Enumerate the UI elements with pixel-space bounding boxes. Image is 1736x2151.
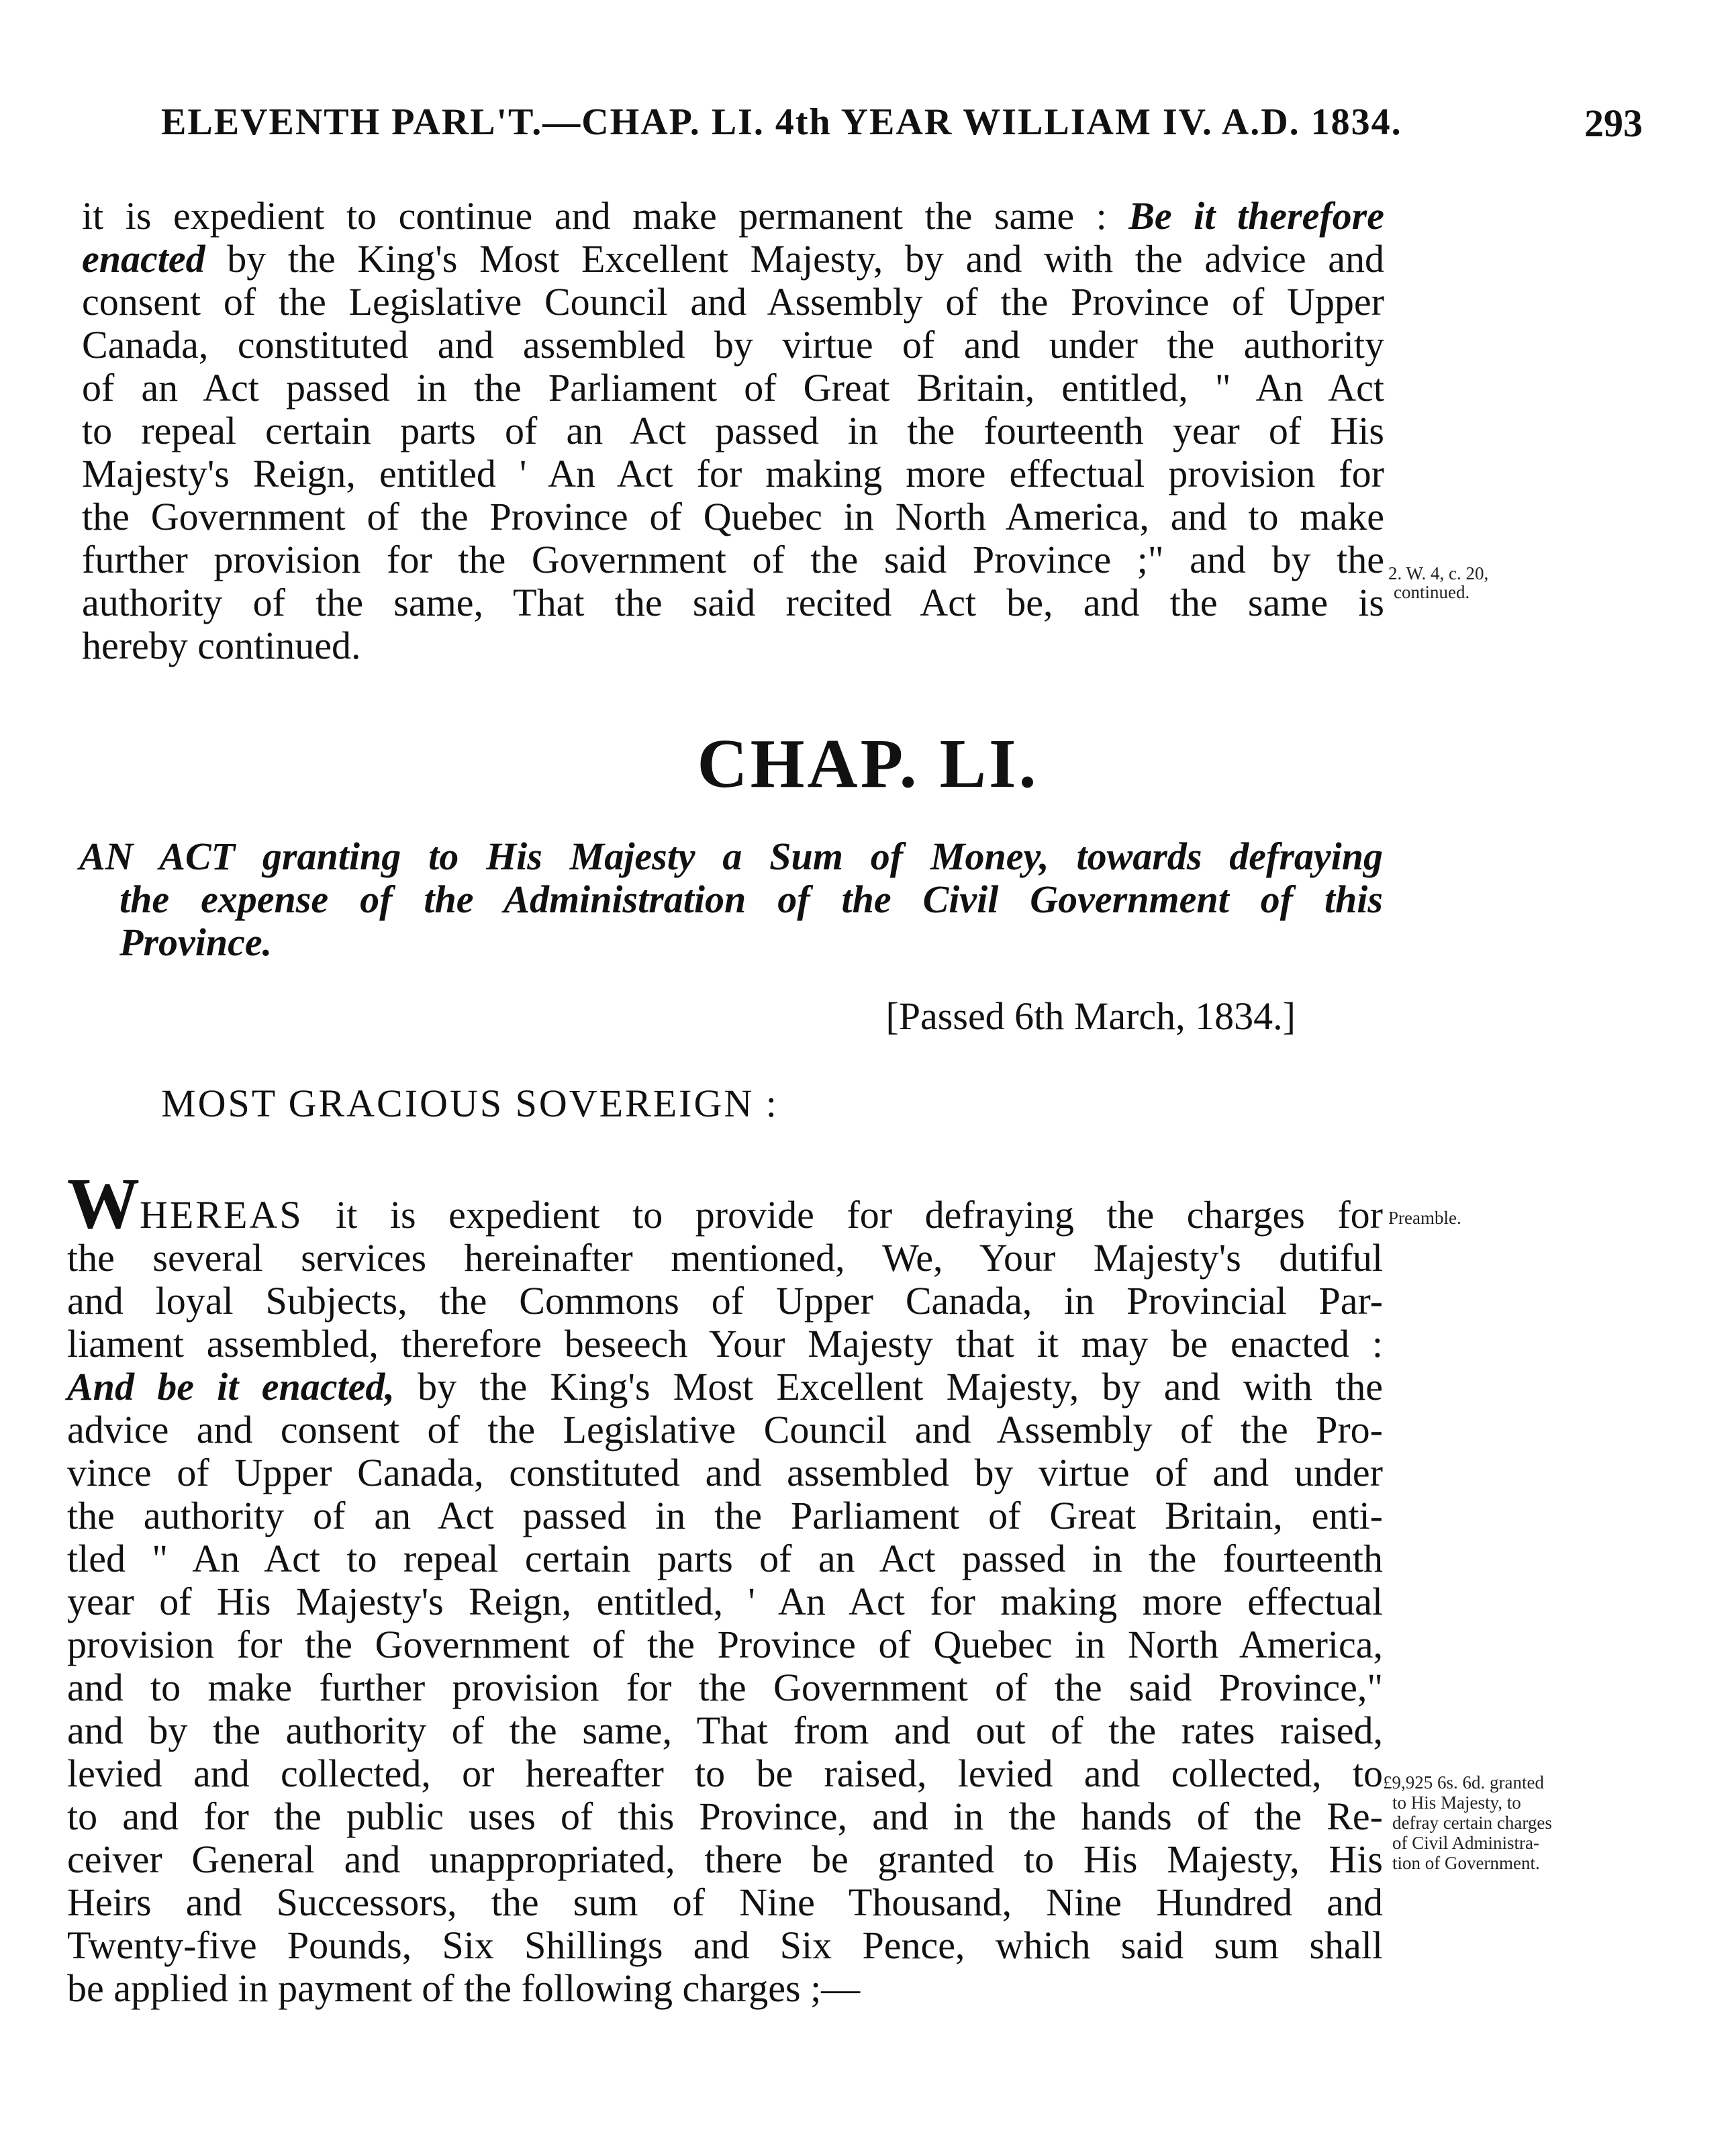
text-line: further provision for the Government of the said Province ;" and by the: [82, 538, 1384, 581]
text-line: vince of Upper Canada, constituted and assembled by virtue of and under: [67, 1451, 1383, 1494]
text-line: Majesty's Reign, entitled ' An Act for making more effectual provision for: [82, 452, 1384, 495]
text-line: the authority of an Act passed in the Parliament of Great Britain, enti-: [67, 1494, 1383, 1537]
text-line: be applied in payment of the following charges ;—: [67, 1966, 861, 2010]
drop-cap: W: [67, 1164, 140, 1244]
text-line: the Government of the Province of Quebec in North America, and to make: [82, 495, 1384, 538]
text-line: enacted by the King's Most Excellent Majesty, by and with the advice and: [82, 237, 1384, 281]
passed-date: [Passed 6th March, 1834.]: [885, 994, 1296, 1038]
enacting-words: enacted: [82, 237, 205, 281]
margin-note-continued: 2. W. 4, c. 20, continued.: [1388, 563, 1489, 602]
enacting-words: And be it enacted,: [67, 1365, 395, 1408]
preamble-text: [67, 1164, 1384, 2010]
text-line: WHEREAS it is expedient to provide for defraying the charges for: [67, 1164, 1383, 1244]
act-title-line: the expense of the Administration of the Civil Government of this: [119, 877, 1383, 921]
act-title: [79, 835, 1383, 964]
continued-act-text: [82, 195, 1384, 667]
text-line: year of His Majesty's Reign, entitled, ' An Act for making more effectual: [67, 1580, 1383, 1623]
act-title-line: Province.: [119, 920, 273, 964]
text-line: the several services hereinafter mentioned, We, Your Majesty's dutiful: [67, 1236, 1383, 1280]
text-line: And be it enacted, by the King's Most Excellent Majesty, by and with the: [67, 1365, 1384, 1408]
text-line: of an Act passed in the Parliament of Great Britain, entitled, " An Act: [82, 366, 1384, 410]
text-line: Heirs and Successors, the sum of Nine Thousand, Nine Hundred and: [67, 1880, 1383, 1924]
salutation: MOST GRACIOUS SOVEREIGN :: [161, 1082, 779, 1125]
text-line: levied and collected, or hereafter to be raised, levied and collected, to: [67, 1752, 1383, 1795]
text-line: to and for the public uses of this Province, and in the hands of the Re-: [67, 1795, 1383, 1838]
text-line: hereby continued.: [82, 624, 361, 667]
text-line: Canada, constituted and assembled by virtue of and under the authority: [82, 323, 1384, 367]
text-line: Twenty-five Pounds, Six Shillings and Six Pence, which said sum shall: [67, 1923, 1383, 1967]
running-head: ELEVENTH PARL'T.—CHAP. LI. 4th YEAR WILLIAM IV. A.D. 1834.: [161, 101, 1402, 143]
margin-note-preamble: Preamble.: [1388, 1208, 1461, 1228]
text-line: and loyal Subjects, the Commons of Upper Canada, in Provincial Par-: [67, 1279, 1383, 1323]
margin-note-grant: £9,925 6s. 6d. granted to His Majesty, to defray certain charges of Civil Administra- tion of Government.: [1383, 1772, 1552, 1873]
text-line: and to make further provision for the Government of the said Province,": [67, 1666, 1383, 1709]
page-number: 293: [1584, 101, 1643, 145]
chapter-heading: CHAP. LI.: [697, 725, 1039, 802]
text-line: tled " An Act to repeal certain parts of an Act passed in the fourteenth: [67, 1537, 1383, 1580]
text-line: provision for the Government of the Province of Quebec in North America,: [67, 1623, 1383, 1666]
text-line: and by the authority of the same, That from and out of the rates raised,: [67, 1709, 1383, 1752]
text-line: to repeal certain parts of an Act passed in the fourteenth year of His: [82, 409, 1384, 452]
text-line: liament assembled, therefore beseech Your Majesty that it may be enacted :: [67, 1322, 1383, 1366]
enacting-words: Be it therefore: [1128, 194, 1384, 238]
text-line: consent of the Legislative Council and Assembly of the Province of Upper: [82, 280, 1384, 324]
text-line: advice and consent of the Legislative Council and Assembly of the Pro-: [67, 1408, 1383, 1451]
text-line: authority of the same, That the said recited Act be, and the same is: [82, 581, 1384, 624]
text-line: it is expedient to continue and make permanent the same : Be it therefore: [82, 194, 1384, 238]
act-title-line: AN ACT granting to His Majesty a Sum of Money, towards defraying: [79, 834, 1383, 878]
text-line: ceiver General and unappropriated, there be granted to His Majesty, His: [67, 1837, 1383, 1881]
